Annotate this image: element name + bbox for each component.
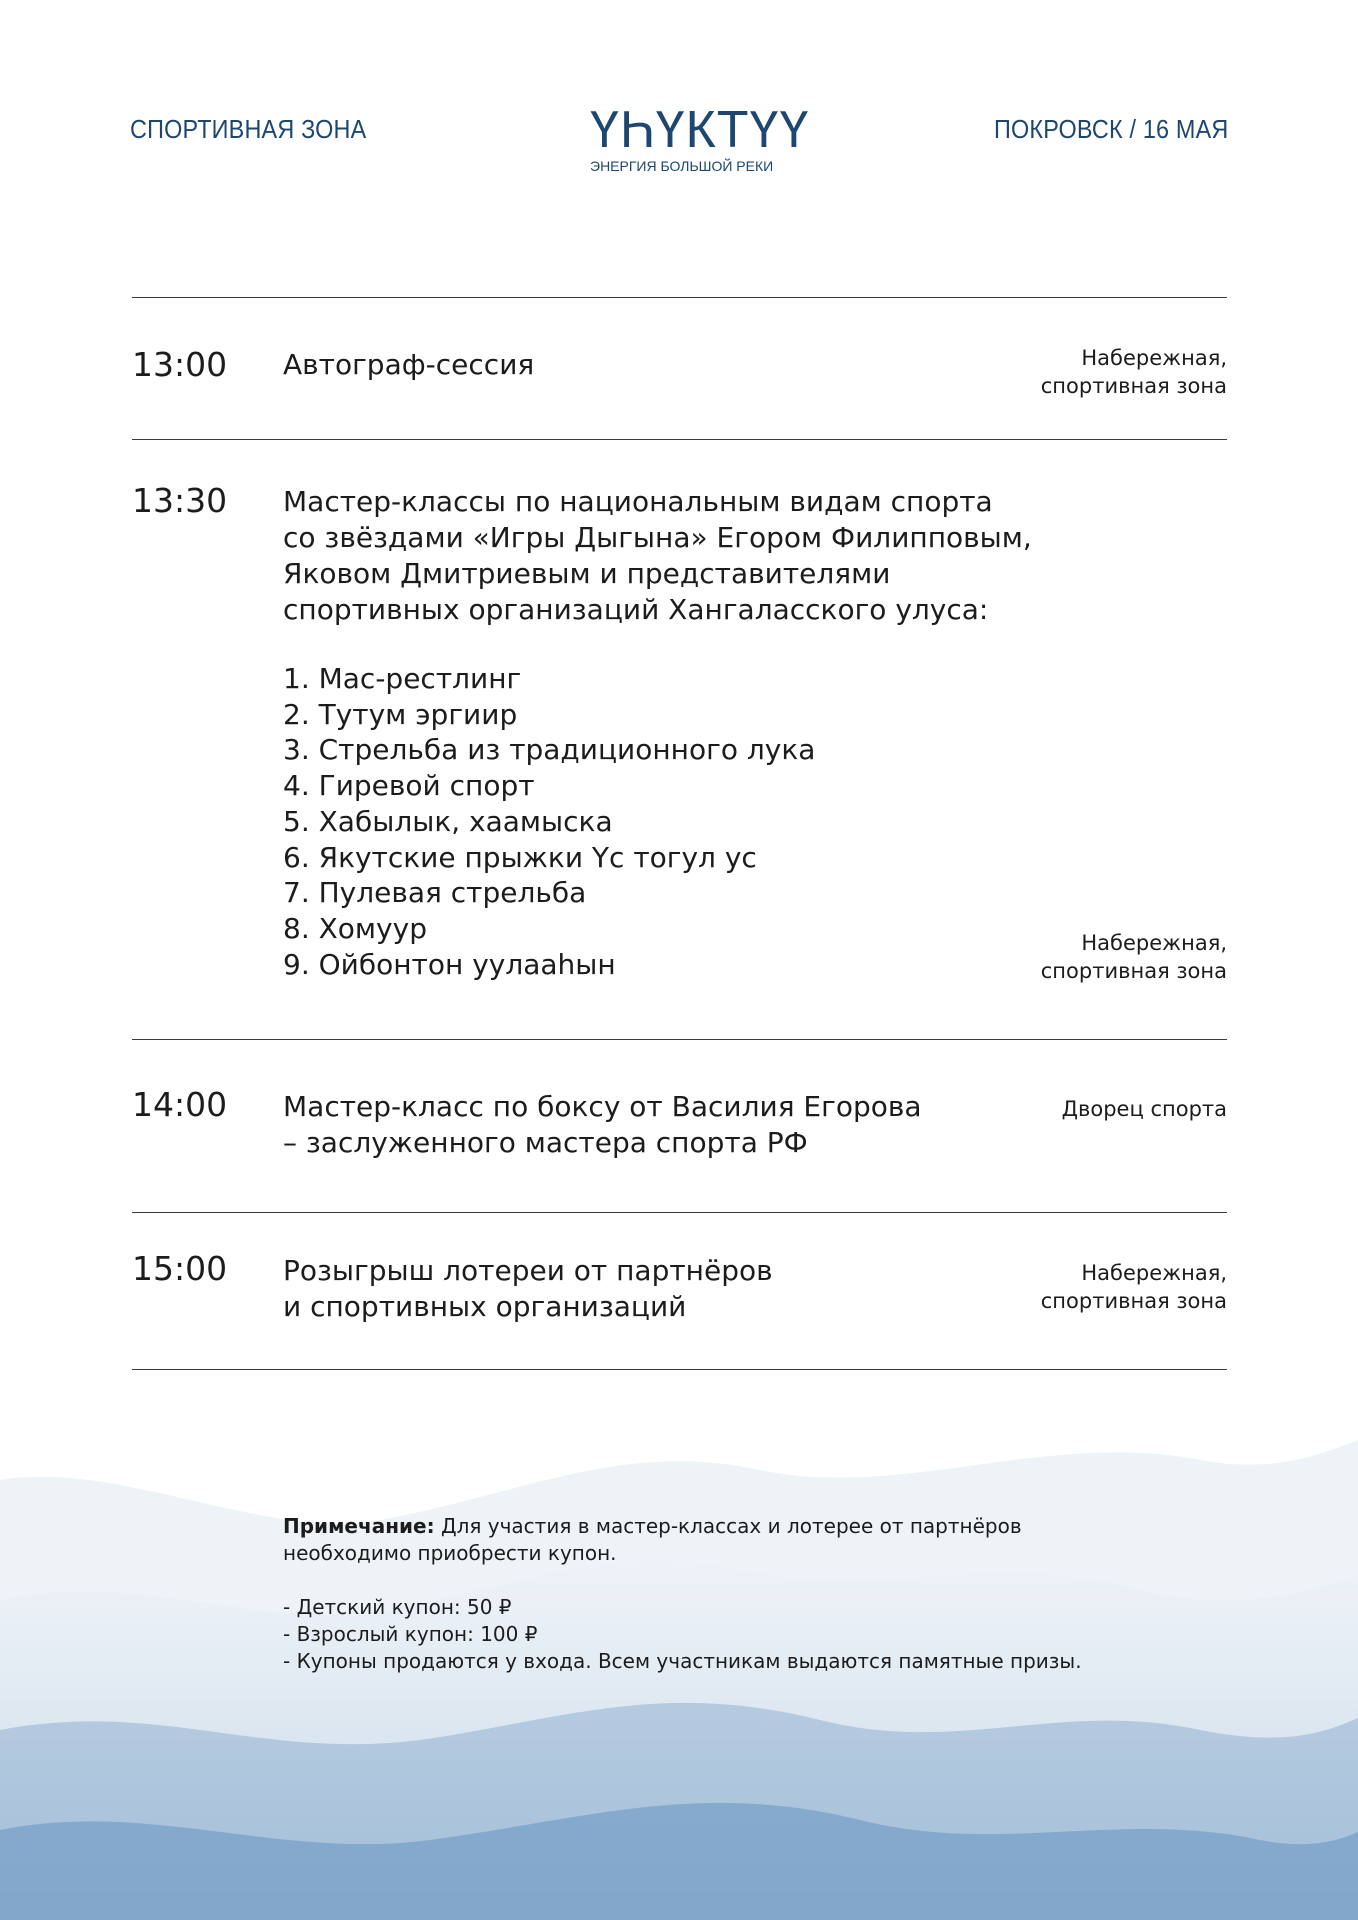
event-title: Автограф-сессия: [283, 348, 535, 381]
note-line: [283, 1513, 1183, 1540]
event-title: [283, 484, 1032, 628]
note-bullet: - Взрослый купон: 100 ₽: [283, 1622, 538, 1646]
list-item: 2. Тутум эргиир: [283, 697, 518, 731]
event-place: [967, 929, 1227, 985]
brand-logo: [590, 101, 810, 174]
title-line: со звёздами «Игры Дыгына» Егором Филипповым,: [283, 521, 1032, 554]
event-time: 14:00: [132, 1085, 228, 1124]
event-title: [283, 1253, 773, 1325]
place-line: спортивная зона: [1040, 959, 1227, 983]
note-text: Для участия в мастер-классах и лотерее от партнёров: [434, 1514, 1022, 1538]
list-item: 1. Мас-рестлинг: [283, 662, 522, 695]
list-item: 8. Хомуур: [283, 911, 427, 945]
title-line: и спортивных организаций: [283, 1290, 687, 1323]
title-line: Розыгрыш лотереи от партнёров: [283, 1254, 773, 1287]
note-line: необходимо приобрести купон.: [283, 1541, 617, 1565]
list-item: 3. Стрельба из традиционного лука: [283, 733, 816, 767]
list-item: 6. Якутские прыжки Үс тогул ус: [283, 840, 757, 874]
note-block: [283, 1513, 1183, 1675]
title-line: Мастер-класс по боксу от Василия Егорова: [283, 1090, 922, 1123]
place-line: Набережная,: [1081, 346, 1227, 370]
location-date: ПОКРОВСК / 16 МАЯ: [993, 114, 1228, 144]
divider: [132, 297, 1227, 298]
event-time: 13:00: [132, 345, 228, 384]
divider: [132, 1212, 1227, 1213]
event-title: [283, 1089, 922, 1161]
list-item: 9. Ойбонтон уулааһын: [283, 947, 616, 981]
logo-tagline: ЭНЕРГИЯ БОЛЬШОЙ РЕКИ: [590, 158, 774, 174]
logo-wordmark: ҮҺҮКТҮҮ: [590, 101, 810, 159]
divider: [132, 1039, 1227, 1040]
divider: [132, 439, 1227, 440]
event-place: [967, 344, 1227, 400]
place-line: спортивная зона: [1040, 374, 1227, 398]
event-time: 15:00: [132, 1249, 228, 1288]
place-line: Набережная,: [1081, 1261, 1227, 1285]
divider: [132, 1369, 1227, 1370]
title-line: Мастер-классы по национальным видам спорта: [283, 485, 993, 518]
zone-label: СПОРТИВНАЯ ЗОНА: [130, 114, 367, 144]
title-line: – заслуженного мастера спорта РФ: [283, 1126, 808, 1159]
note-bullets: [283, 1594, 1183, 1675]
note-bullet: - Детский купон: 50 ₽: [283, 1595, 512, 1619]
place-line: Набережная,: [1081, 931, 1227, 955]
title-line: Яковом Дмитриевым и представителями: [283, 557, 891, 590]
title-line: спортивных организаций Хангаласского улуса:: [283, 593, 989, 626]
place-line: спортивная зона: [1040, 1289, 1227, 1313]
place-line: Дворец спорта: [1061, 1097, 1227, 1121]
note-bullet: - Купоны продаются у входа. Всем участникам выдаются памятные призы.: [283, 1649, 1082, 1673]
event-place: [967, 1095, 1227, 1123]
event-place: [967, 1259, 1227, 1315]
note-label: Примечание:: [283, 1514, 435, 1538]
list-item: 5. Хабылык, хаамыска: [283, 804, 613, 838]
list-item: 4. Гиревой спорт: [283, 769, 535, 803]
event-time: 13:30: [132, 481, 228, 520]
sport-list: [283, 661, 815, 982]
list-item: 7. Пулевая стрельба: [283, 876, 587, 910]
